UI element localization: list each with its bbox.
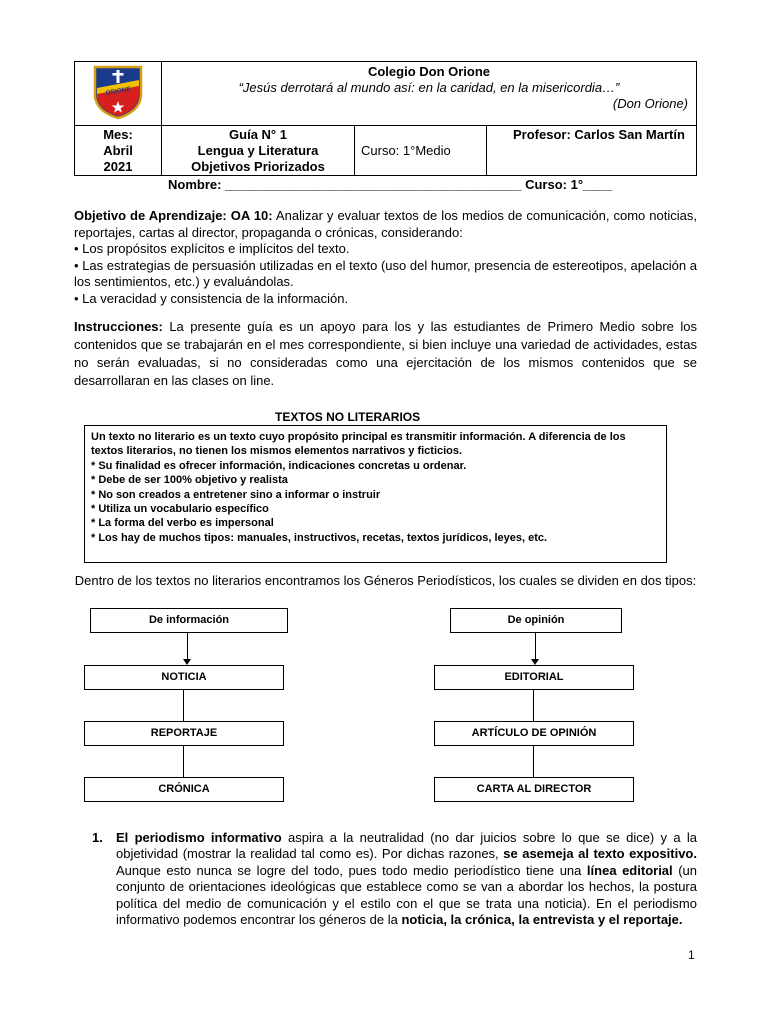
nonliterary-point: * La forma del verbo es impersonal	[91, 517, 274, 530]
teacher-cell	[487, 126, 697, 176]
page-number: 1	[688, 948, 695, 962]
term-periodismo-informativo: El periodismo informativo	[116, 830, 282, 845]
term-texto-expositivo: se asemeja al texto expositivo.	[503, 846, 697, 862]
course-cell	[355, 126, 487, 176]
nonliterary-point: * Su finalidad es ofrecer información, indicaciones concretas u ordenar.	[91, 459, 467, 472]
subject: Lengua y Literatura	[197, 143, 319, 158]
paragraph-text: aspira a la neutralidad (no dar juicios sobre lo que se dice) y a la objetividad (mostrar la realidad tal como es). Por dichas razones,	[116, 830, 697, 862]
svg-text:ORIONE: ORIONE	[105, 85, 132, 98]
date-cell	[75, 126, 162, 176]
paragraph-text: .	[678, 912, 683, 928]
genre-item-cronica: CRÓNICA	[84, 777, 284, 802]
genre-item-reportaje: REPORTAJE	[84, 721, 284, 746]
objective-bullet: • Las estrategias de persuasión utilizadas en el texto (uso del humor, presencia de estereotipos, apelación a los sentimientos, etc.) y evaluándolas.	[74, 257, 697, 289]
section-1-paragraph	[116, 830, 697, 928]
guide-title: Guía N° 1	[229, 127, 287, 142]
genre-item-articulo-opinion: ARTÍCULO DE OPINIÓN	[434, 721, 634, 746]
nonliterary-heading: TEXTOS NO LITERARIOS	[275, 410, 421, 424]
term-linea-editorial: línea editorial	[586, 862, 673, 878]
genre-item-editorial: EDITORIAL	[434, 665, 634, 690]
course-label: Curso: 1°Medio	[361, 143, 451, 158]
header-table	[74, 61, 697, 176]
school-name: Colegio Don Orione	[367, 64, 491, 79]
instructions-section	[74, 318, 697, 390]
month-label: Mes:	[103, 127, 133, 142]
genre-information-title: De información	[90, 608, 288, 633]
genres-intro: Dentro de los textos no literarios encontramos los Géneros Periodísticos, los cuales se dividen en dos tipos:	[74, 573, 697, 588]
nonliterary-point: * Debe de ser 100% objetivo y realista	[91, 474, 288, 487]
objectives-label: Objetivos Priorizados	[191, 159, 325, 174]
guide-cell	[162, 126, 355, 176]
nonliterary-point: * No son creados a entretener sino a informar o instruir	[91, 488, 381, 501]
objective-section	[74, 208, 697, 307]
connector-line	[183, 746, 184, 777]
name-course-line[interactable]: Nombre: _________________________________________ Curso: 1°____	[168, 177, 612, 192]
objective-bullet: • La veracidad y consistencia de la información.	[74, 290, 349, 306]
objective-text: Analizar y evaluar textos de los medios de comunicación, como noticias, reportajes, cartas al director, propaganda o crónicas, considerando:	[74, 208, 697, 240]
connector-line	[533, 746, 534, 777]
school-quote: “Jesús derrotará al mundo así: en la caridad, en la misericordia…”	[238, 80, 620, 95]
connector-line	[183, 690, 184, 721]
teacher-label: Profesor: Carlos San Martín	[513, 127, 685, 142]
objective-label: Objetivo de Aprendizaje: OA 10:	[74, 208, 273, 223]
nonliterary-point: * Los hay de muchos tipos: manuales, instructivos, recetas, textos jurídicos, leyes, etc.	[91, 531, 548, 544]
logo-cell	[75, 62, 162, 126]
genre-opinion-title: De opinión	[450, 608, 622, 633]
month-value: Abril	[103, 143, 133, 158]
school-crest-logo	[89, 64, 147, 120]
paragraph-text: (un conjunto de orientaciones ideológicas que establece como se van a abordar los hechos, la postura política del medio de comunicación y el estilo con el que se trata una noticia). En el periodismo informativo podemos encontrar los géneros de la	[116, 862, 697, 928]
connector-line	[533, 690, 534, 721]
nonliterary-box	[84, 425, 667, 563]
objective-bullet: • Los propósitos explícitos e implícitos del texto.	[74, 241, 350, 256]
instructions-label: Instrucciones:	[74, 319, 163, 334]
genre-item-noticia: NOTICIA	[84, 665, 284, 690]
genre-item-carta-director: CARTA AL DIRECTOR	[434, 777, 634, 802]
term-generos: noticia, la crónica, la entrevista y el reportaje	[401, 912, 679, 928]
nonliterary-intro: Un texto no literario es un texto cuyo propósito principal es transmitir información. A diferencia de los textos literarios, no tienen los mismos elementos narrativos y ficticios.	[91, 431, 626, 458]
quote-author: (Don Orione)	[612, 96, 688, 111]
school-info-cell	[162, 62, 697, 126]
nonliterary-point: * Utiliza un vocabulario específico	[91, 503, 269, 516]
section-number: 1.	[92, 830, 103, 845]
year-value: 2021	[103, 159, 133, 174]
paragraph-text: Aunque esto nunca se logre del todo, pues todo medio periodístico tiene una	[116, 862, 587, 878]
instructions-text: La presente guía es un apoyo para los y las estudiantes de Primero Medio sobre los contenidos que se trabajarán en el mes correspondiente, si bien incluye una variedad de actividades, estas no serán evaluadas, si no consideradas como una ejercitación de los mismos contenidos que se desarrollaran en las clases on line.	[74, 319, 697, 388]
